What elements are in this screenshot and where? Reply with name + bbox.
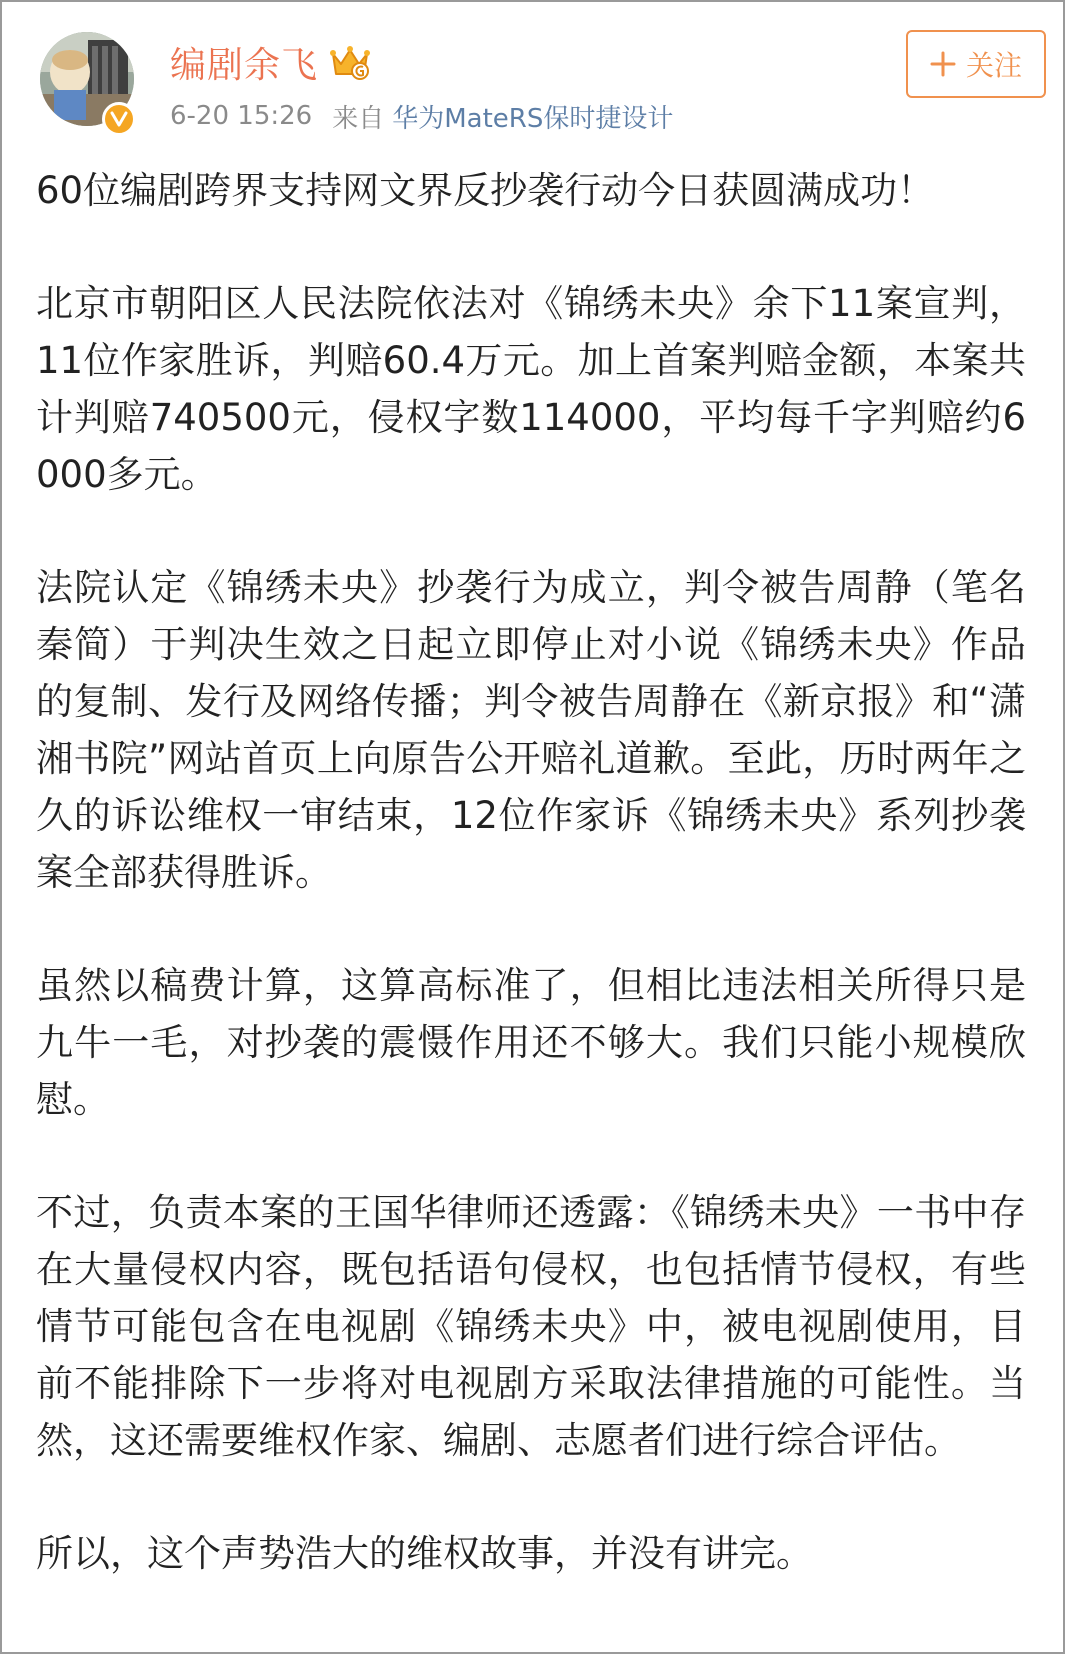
device-source-link[interactable]: 华为MateRS保时捷设计 <box>392 103 674 134</box>
post-timestamp[interactable]: 6-20 15:26 <box>170 101 313 131</box>
follow-button[interactable] <box>906 30 1046 98</box>
source-label: 来自 <box>332 103 385 134</box>
verified-v-icon <box>102 102 136 136</box>
username-row <box>170 36 370 88</box>
post-paragraph: 所以，这个声势浩大的维权故事，并没有讲完。 <box>36 1532 813 1575</box>
post-content <box>36 162 1026 1582</box>
crown-vip-icon[interactable] <box>330 44 370 80</box>
post-paragraph: 北京市朝阳区人民法院依法对《锦绣未央》余下11案宣判，11位作家胜诉，判赔60.4万元。加上首案判赔金额，本案共计判赔740500元，侵权字数114000，平均每千字判赔约6000多元。 <box>36 282 1026 496</box>
post-header <box>2 2 1063 142</box>
post-paragraph: 不过，负责本案的王国华律师还透露：《锦绣未央》一书中存在大量侵权内容，既包括语句侵权，也包括情节侵权，有些情节可能包含在电视剧《锦绣未央》中，被电视剧使用，目前不能排除下一步将对电视剧方采取法律措施的可能性。当然，这还需要维权作家、编剧、志愿者们进行综合评估。 <box>36 1191 1026 1462</box>
follow-button-label: 关注 <box>965 49 1022 82</box>
post-paragraph: 法院认定《锦绣未央》抄袭行为成立，判令被告周静（笔名秦简）于判决生效之日起立即停止对小说《锦绣未央》作品的复制、发行及网络传播；判令被告周静在《新京报》和“潇湘书院”网站首页上向原告公开赔礼道歉。至此，历时两年之久的诉讼维权一审结束，12位作家诉《锦绣未央》系列抄袭案全部获得胜诉。 <box>36 566 1026 894</box>
post-meta <box>170 96 673 136</box>
plus-icon <box>930 51 956 77</box>
username[interactable]: 编剧余飞 <box>170 44 319 86</box>
post-paragraph: 虽然以稿费计算，这算高标准了，但相比违法相关所得只是九牛一毛，对抄袭的震慑作用还不够大。我们只能小规模欣慰。 <box>36 964 1026 1121</box>
post-paragraph: 60位编剧跨界支持网文界反抄袭行动今日获圆满成功！ <box>36 169 935 212</box>
